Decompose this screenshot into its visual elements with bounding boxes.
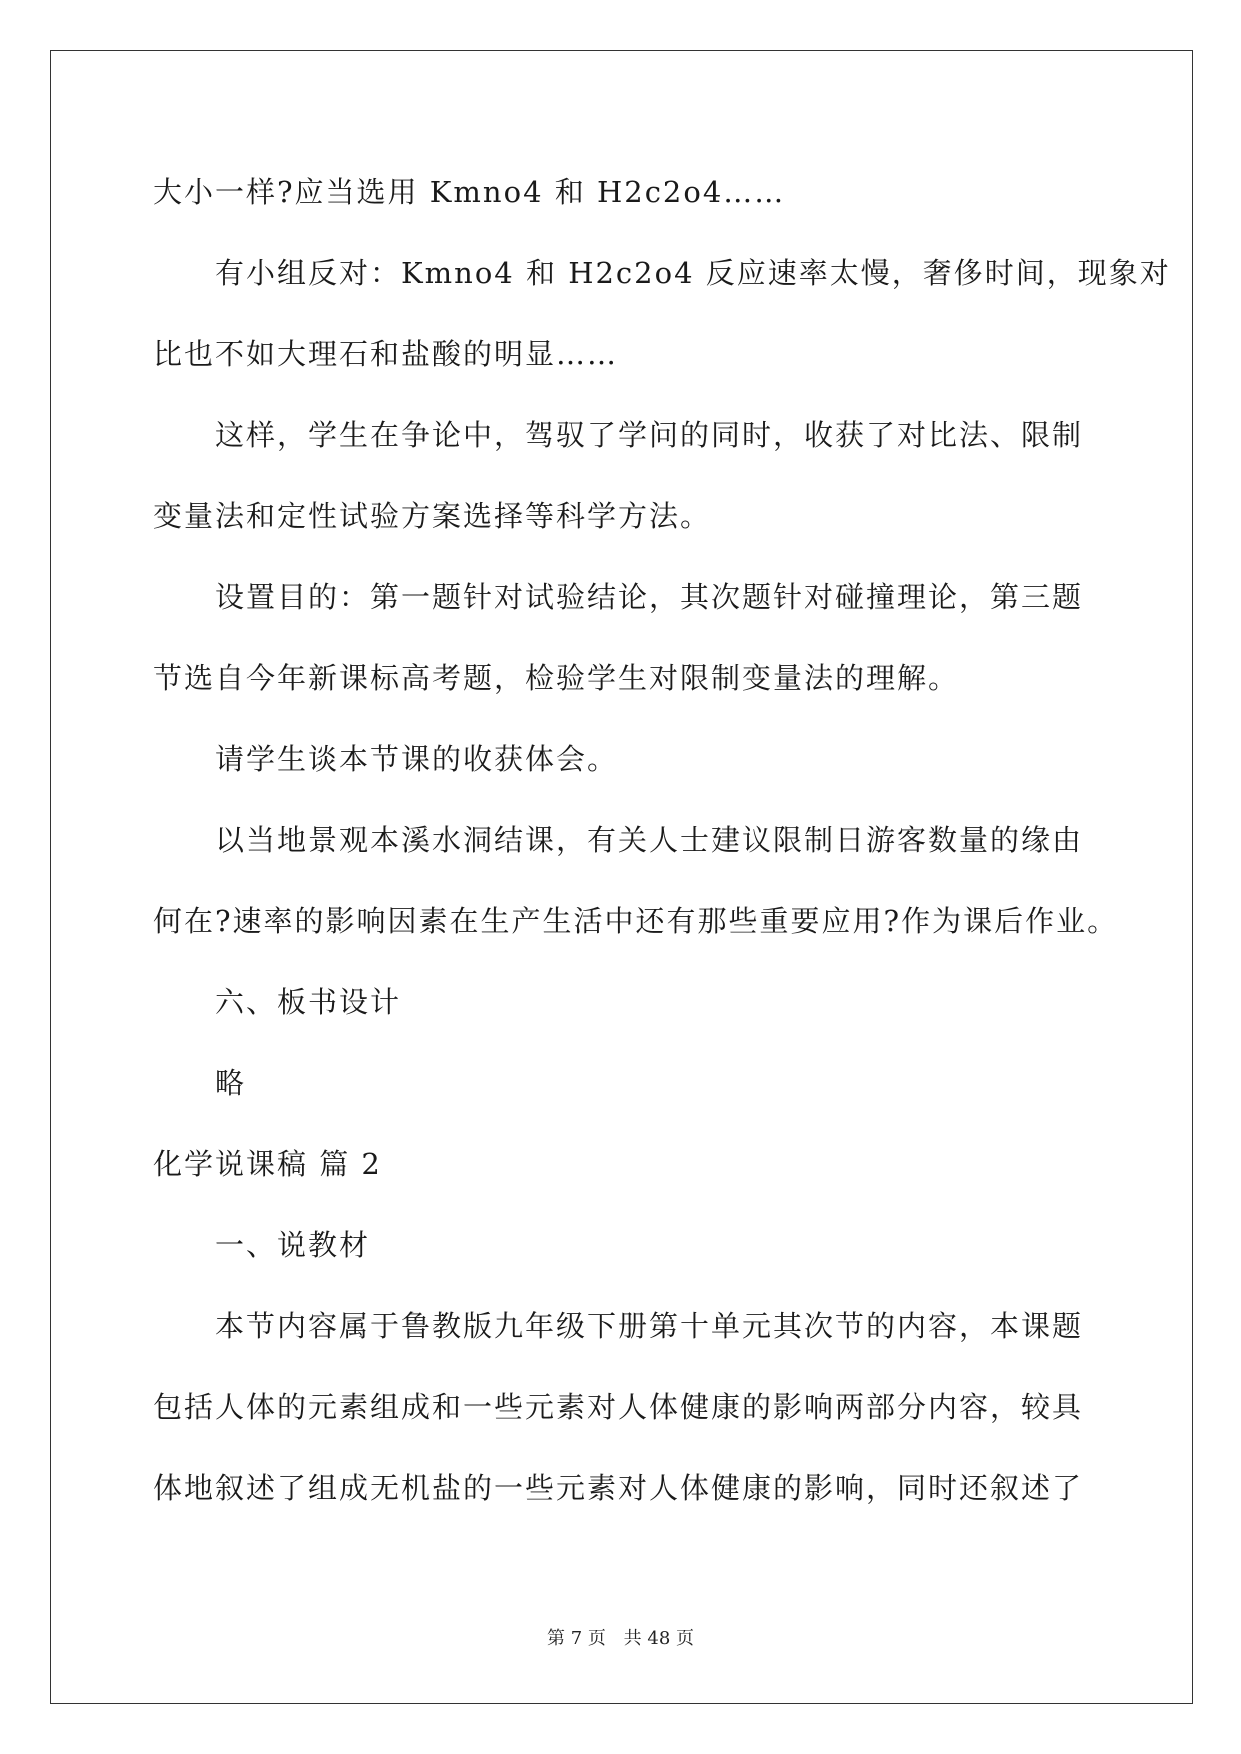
page-footer (0, 1627, 1241, 1651)
text-line: 有小组反对：Kmno4 和 H2c2o4 反应速率太慢，奢侈时间，现象对 (215, 256, 1171, 290)
page-border (50, 50, 1193, 1704)
total-pages-label: 共 48 页 (623, 1628, 694, 1649)
text-line: 大小一样?应当选用 Kmno4 和 H2c2o4…… (153, 175, 786, 209)
text-line: 变量法和定性试验方案选择等科学方法。 (153, 499, 712, 533)
text-line: 体地叙述了组成无机盐的一些元素对人体健康的影响，同时还叙述了 (153, 1471, 1084, 1505)
text-line: 略 (215, 1066, 247, 1100)
text-line: 请学生谈本节课的收获体会。 (215, 742, 619, 776)
text-line: 以当地景观本溪水洞结课，有关人士建议限制日游客数量的缘由 (215, 823, 1084, 857)
text-line: 何在?速率的影响因素在生产生活中还有那些重要应用?作为课后作业。 (153, 904, 1119, 938)
text-line: 节选自今年新课标高考题，检验学生对限制变量法的理解。 (153, 661, 960, 695)
text-line: 设置目的：第一题针对试验结论，其次题针对碰撞理论，第三题 (215, 580, 1084, 614)
text-line: 本节内容属于鲁教版九年级下册第十单元其次节的内容，本课题 (215, 1309, 1084, 1343)
current-page-label: 第 7 页 (547, 1628, 606, 1649)
document-title: 化学说课稿 篇 2 (153, 1147, 382, 1181)
section-heading: 六、板书设计 (215, 985, 402, 1019)
text-line: 这样，学生在争论中，驾驭了学问的同时，收获了对比法、限制 (215, 418, 1084, 452)
text-line: 比也不如大理石和盐酸的明显…… (153, 337, 619, 371)
section-heading: 一、说教材 (215, 1228, 371, 1262)
text-line: 包括人体的元素组成和一些元素对人体健康的影响两部分内容，较具 (153, 1390, 1084, 1424)
